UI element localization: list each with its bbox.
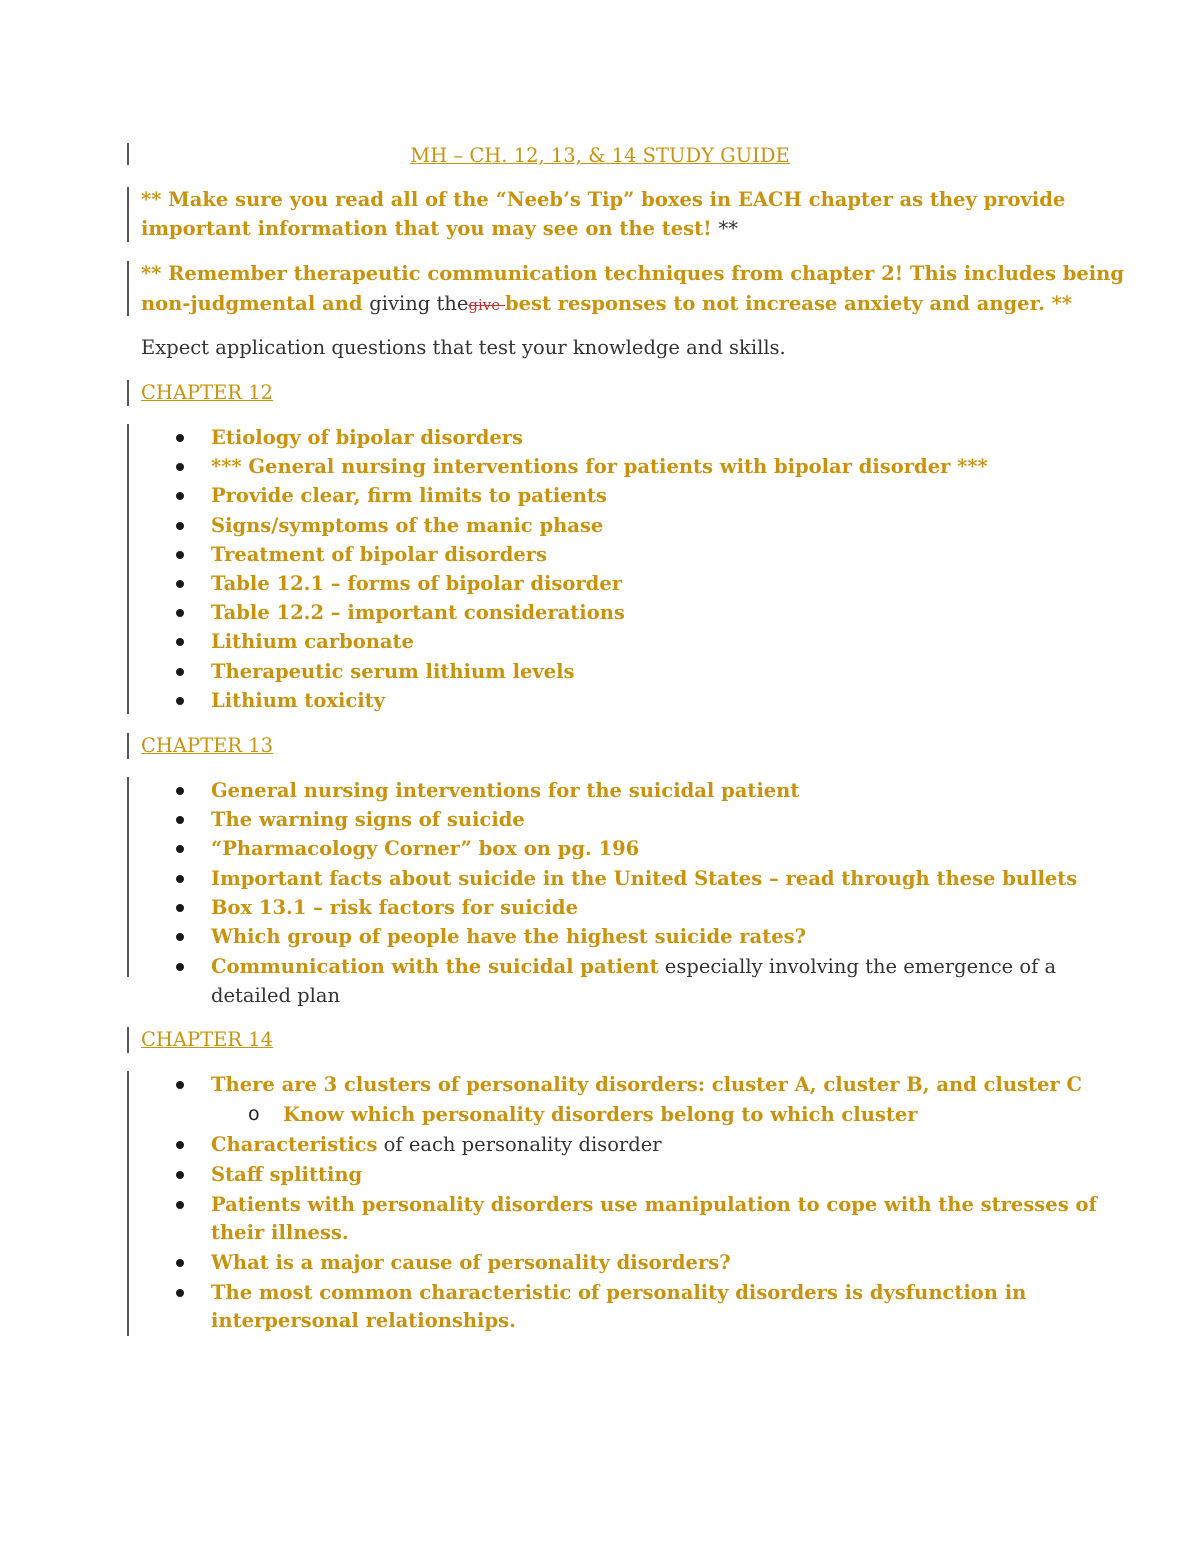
list-item: *** General nursing interventions for patients with bipolar disorder *** bbox=[211, 455, 988, 479]
list-item: Box 13.1 – risk factors for suicide bbox=[211, 895, 578, 919]
list-item: Lithium toxicity bbox=[211, 688, 385, 712]
page-title: MH – CH. 12, 13, & 14 STUDY GUIDE bbox=[410, 144, 790, 167]
bullet-icon bbox=[176, 816, 184, 824]
list-item: There are 3 clusters of personality disorders: cluster A, cluster B, and cluster C bbox=[211, 1073, 1082, 1096]
list-item: What is a major cause of personality disorders? bbox=[211, 1251, 731, 1274]
list-item: The warning signs of suicide bbox=[211, 808, 525, 832]
list-item: Treatment of bipolar disorders bbox=[211, 542, 547, 566]
sub-bullet-icon: o bbox=[248, 1103, 260, 1125]
bullet-icon bbox=[176, 1141, 184, 1149]
bullet-icon bbox=[176, 522, 184, 530]
note-neebs-tip-text: important information that you may see on the test! bbox=[141, 217, 719, 240]
bullet-icon bbox=[176, 875, 184, 883]
note-neebs-tip-end: ** bbox=[718, 217, 738, 240]
bullet-icon bbox=[176, 787, 184, 795]
chapter-12-heading: CHAPTER 12 bbox=[141, 381, 274, 404]
list-item-text: Characteristics bbox=[211, 1133, 378, 1156]
change-bar bbox=[127, 261, 129, 316]
list-item: Table 12.2 – important considerations bbox=[211, 601, 625, 625]
list-item-text: Communication with the suicidal patient bbox=[211, 955, 659, 978]
bullet-icon bbox=[176, 551, 184, 559]
bullet-icon bbox=[176, 638, 184, 646]
bullet-icon bbox=[176, 1171, 184, 1179]
change-bar bbox=[127, 1071, 129, 1336]
note-therapeutic-text-b: giving the bbox=[369, 292, 469, 315]
bullet-icon bbox=[176, 1259, 184, 1267]
list-item bbox=[211, 1132, 662, 1158]
bullet-icon bbox=[176, 1081, 184, 1089]
chapter-14-heading: CHAPTER 14 bbox=[141, 1028, 274, 1051]
list-item: Etiology of bipolar disorders bbox=[211, 426, 524, 449]
list-item-continuation: interpersonal relationships. bbox=[211, 1309, 516, 1332]
bullet-icon bbox=[176, 845, 184, 853]
list-item: Signs/symptoms of the manic phase bbox=[211, 513, 604, 537]
bullet-icon bbox=[176, 904, 184, 912]
note-neebs-tip-line1: ** Make sure you read all of the “Neeb’s Tip” boxes in EACH chapter as they provide bbox=[141, 188, 1066, 211]
note-therapeutic-text-c: best responses to not increase anxiety and anger. ** bbox=[504, 292, 1073, 315]
bullet-icon bbox=[176, 933, 184, 941]
bullet-icon bbox=[176, 1289, 184, 1297]
list-item: Staff splitting bbox=[211, 1163, 363, 1186]
bullet-icon bbox=[176, 492, 184, 500]
list-item: Which group of people have the highest suicide rates? bbox=[211, 925, 807, 948]
bullet-icon bbox=[176, 668, 184, 676]
tracked-deletion: give bbox=[468, 296, 505, 314]
sub-list-item: Know which personality disorders belong to which cluster bbox=[283, 1103, 918, 1126]
bullet-icon bbox=[176, 1201, 184, 1209]
list-item: Table 12.1 – forms of bipolar disorder bbox=[211, 572, 622, 595]
bullet-icon bbox=[176, 609, 184, 617]
note-therapeutic-line1: ** Remember therapeutic communication techniques from chapter 2! This includes being bbox=[141, 262, 1124, 285]
bullet-icon bbox=[176, 463, 184, 471]
list-item bbox=[211, 954, 1056, 980]
note-neebs-tip-line2 bbox=[141, 216, 738, 242]
note-therapeutic-text-a: non-judgmental and bbox=[141, 292, 370, 315]
list-item-text-plain: especially involving the emergence of a bbox=[658, 955, 1057, 978]
change-bar bbox=[127, 1027, 129, 1053]
change-bar bbox=[127, 380, 129, 406]
list-item: Important facts about suicide in the United States – read through these bullets bbox=[211, 866, 1078, 890]
chapter-13-heading: CHAPTER 13 bbox=[141, 734, 274, 757]
change-bar bbox=[127, 777, 129, 977]
bullet-icon bbox=[176, 963, 184, 971]
bullet-icon bbox=[176, 697, 184, 705]
list-item: Lithium carbonate bbox=[211, 630, 414, 654]
list-item: Patients with personality disorders use manipulation to cope with the stresses of bbox=[211, 1193, 1097, 1216]
bullet-icon bbox=[176, 434, 184, 442]
list-item: General nursing interventions for the suicidal patient bbox=[211, 779, 800, 802]
list-item: “Pharmacology Corner” box on pg. 196 bbox=[211, 837, 640, 861]
list-item: The most common characteristic of personality disorders is dysfunction in bbox=[211, 1281, 1027, 1304]
note-therapeutic-line2 bbox=[141, 291, 1072, 318]
list-item-text-plain: of each personality disorder bbox=[377, 1133, 662, 1156]
list-item-continuation: detailed plan bbox=[211, 984, 341, 1007]
list-item: Provide clear, firm limits to patients bbox=[211, 484, 607, 508]
change-bar bbox=[127, 733, 129, 759]
change-bar bbox=[127, 424, 129, 714]
list-item: Therapeutic serum lithium levels bbox=[211, 659, 575, 683]
bullet-icon bbox=[176, 580, 184, 588]
list-item-continuation: their illness. bbox=[211, 1221, 349, 1244]
change-bar bbox=[127, 187, 129, 242]
expect-text: Expect application questions that test your knowledge and skills. bbox=[141, 336, 786, 359]
